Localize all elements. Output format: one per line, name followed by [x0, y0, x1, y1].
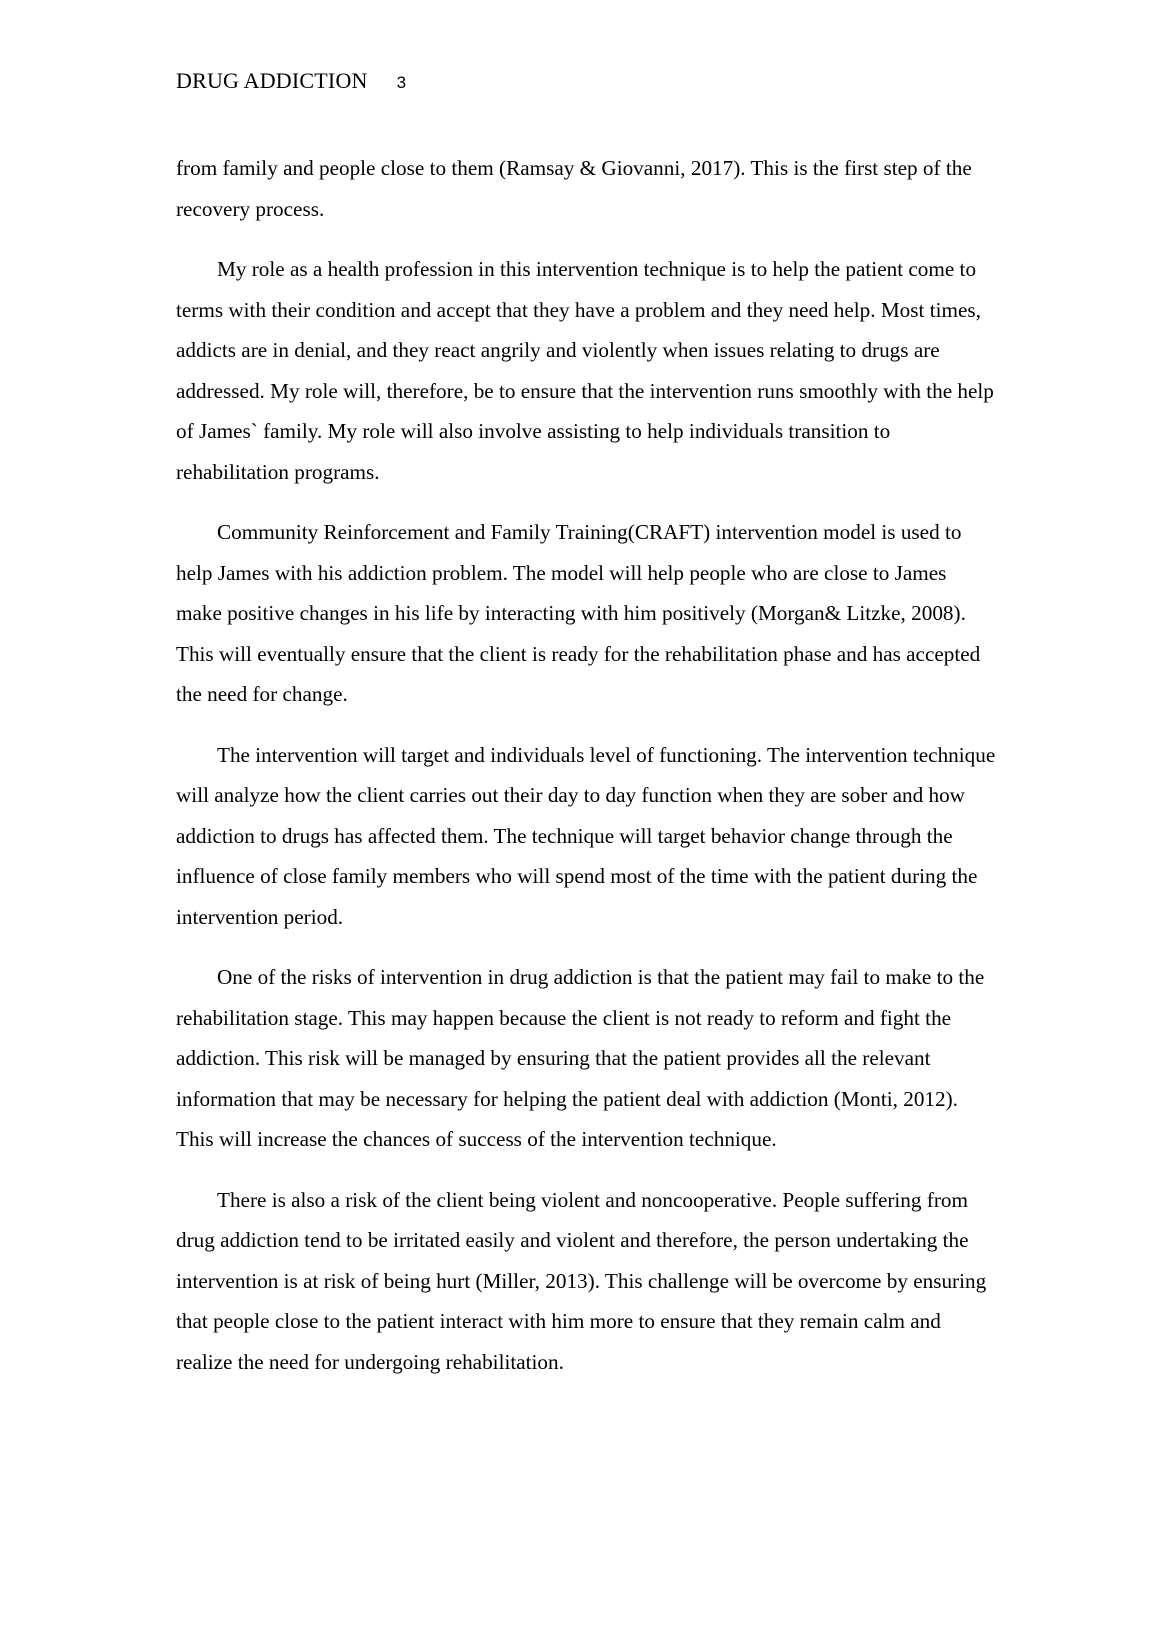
running-head-title: DRUG ADDICTION	[176, 68, 368, 93]
paragraph-risk-violence: There is also a risk of the client being violent and noncooperative. People suffering from drug addiction tend to be irritated easily and violent and therefore, the person undertaking the intervention is at risk of being hurt (Miller, 2013). This challenge will be overcome by ensuring that people close to the patient interact with him more to ensure that they remain calm and realize the need for undergoing rehabilitation.	[176, 1187, 987, 1374]
paragraph-risk-failure: One of the risks of intervention in drug addiction is that the patient may fail to make to the rehabilitation stage. This may happen because the client is not ready to reform and fight the addiction. This risk will be managed by ensuring that the patient provides all the relevant information that may be necessary for helping the patient deal with addiction (Monti, 2012). This will increase the chances of success of the intervention technique.	[176, 965, 985, 1151]
paragraph-continued: from family and people close to them (Ramsay & Giovanni, 2017). This is the first step of the recovery process.	[176, 156, 972, 221]
running-head	[176, 68, 406, 104]
paragraph-functioning: The intervention will target and individuals level of functioning. The intervention technique will analyze how the client carries out their day to day function when they are sober and how addiction to drugs has affected them. The technique will target behavior change through the influence of close family members who will spend most of the time with the patient during the intervention period.	[176, 742, 996, 929]
paragraph-role: My role as a health profession in this intervention technique is to help the patient come to terms with their condition and accept that they have a problem and they need help. Most times, addicts are in denial, and they react angrily and violently when issues relating to drugs are addressed. My role will, therefore, be to ensure that the intervention runs smoothly with the help of James` family. My role will also involve assisting to help individuals transition to rehabilitation programs.	[176, 257, 994, 484]
page-number: 3	[396, 73, 407, 92]
body-text	[176, 148, 996, 1402]
paragraph-craft-model: Community Reinforcement and Family Training(CRAFT) intervention model is used to help James with his addiction problem. The model will help people who are close to James make positive changes in his life by interacting with him positively (Morgan& Litzke, 2008). This will eventually ensure that the client is ready for the rehabilitation phase and has accepted the need for change.	[176, 520, 981, 706]
